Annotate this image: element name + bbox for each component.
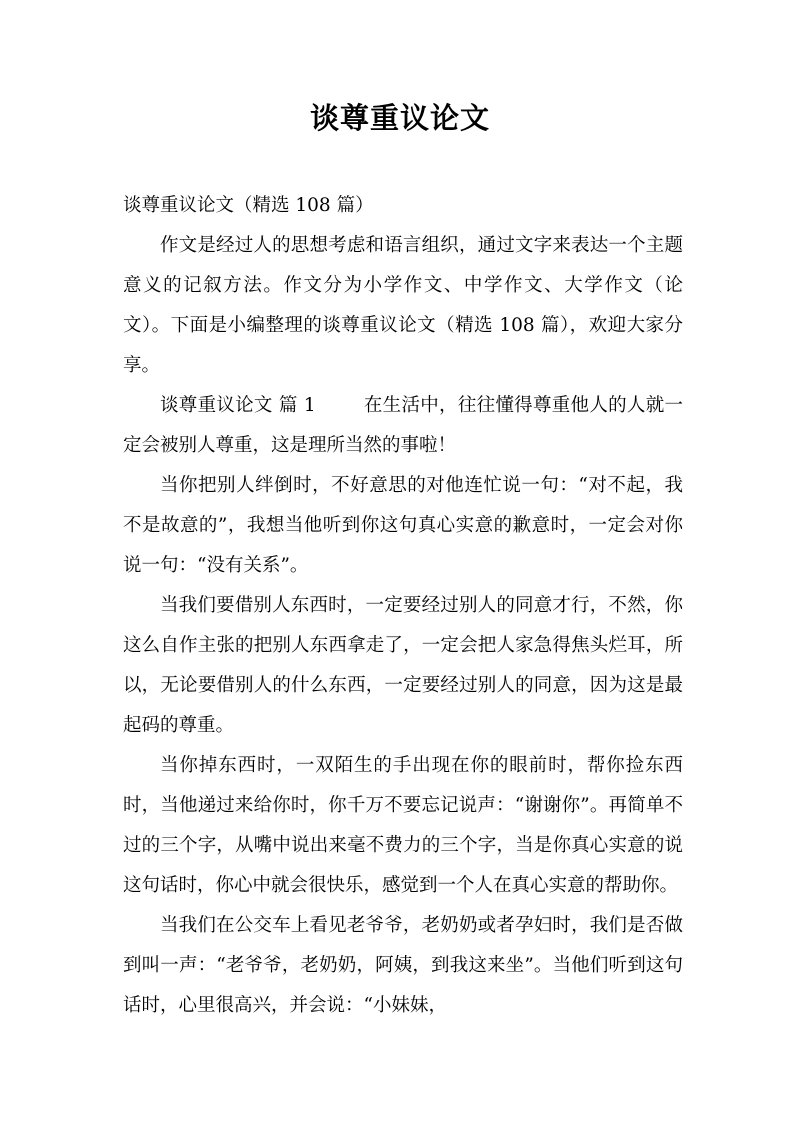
document-title: 谈尊重议论文 — [309, 101, 490, 135]
section-1-paragraph — [123, 386, 683, 466]
document-body — [123, 186, 683, 1026]
document-subtitle: 谈尊重议论文（精选 108 篇） — [123, 195, 374, 216]
section-heading: 谈尊重议论文 篇 1 — [160, 395, 316, 416]
body-paragraph: 当你掉东西时，一双陌生的手出现在你的眼前时，帮你捡东西时，当他递过来给你时，你千万不要忘记说声：“谢谢你”。再简单不过的三个字，从嘴中说出来毫不费力的三个字，当是你真心实意的说这句话时，你心中就会很快乐，感觉到一个人在真心实意的帮助你。 — [123, 755, 683, 896]
body-paragraph: 当我们要借别人东西时，一定要经过别人的同意才行，不然，你这么自作主张的把别人东西拿走了，一定会把人家急得焦头烂耳，所以，无论要借别人的什么东西，一定要经过别人的同意，因为这是最起码的尊重。 — [123, 595, 683, 736]
section-first-text: 在生活中，往往懂得尊重他人的人就一定会被别人尊重，这是理所当然的事啦！ — [123, 395, 683, 456]
body-paragraph: 当你把别人绊倒时，不好意思的对他连忙说一句：“对不起，我不是故意的”，我想当他听到你这句真心实意的歉意时，一定会对你说一句：“没有关系”。 — [123, 475, 683, 576]
body-paragraph: 当我们在公交车上看见老爷爷，老奶奶或者孕妇时，我们是否做到叫一声：“老爷爷，老奶奶，阿姨，到我这来坐”。当他们听到这句话时，心里很高兴，并会说：“小妹妹， — [123, 915, 683, 1016]
intro-paragraph: 作文是经过人的思想考虑和语言组织，通过文字来表达一个主题意义的记叙方法。作文分为小学作文、中学作文、大学作文（论文）。下面是小编整理的谈尊重议论文（精选 108 篇），欢迎大家分享。 — [123, 235, 683, 376]
